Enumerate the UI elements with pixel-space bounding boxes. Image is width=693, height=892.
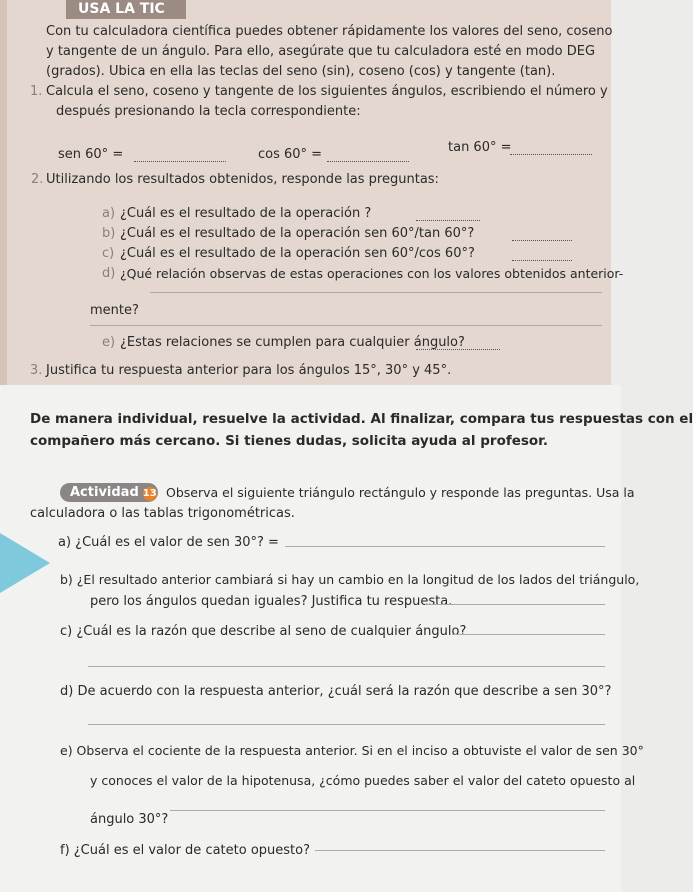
cos-60-answer-line[interactable] [327, 161, 409, 162]
q2d-answer-line-2[interactable] [90, 325, 602, 326]
cos-60-label: cos 60° = [258, 147, 323, 162]
activity-e-answer-line[interactable] [170, 810, 605, 811]
q1-number: 1. [30, 84, 43, 99]
activity-f-answer-line[interactable] [315, 850, 605, 851]
q2a-answer-line[interactable] [416, 220, 480, 221]
tan-60-answer-line[interactable] [510, 154, 592, 155]
activity-text-1: Observa el siguiente triángulo rectángulo y responde las preguntas. Usa la [166, 485, 635, 500]
triangle-corner-graphic [0, 533, 50, 593]
activity-a: a) ¿Cuál es el valor de sen 30°? = [58, 535, 279, 550]
q3-number: 3. [30, 363, 43, 378]
q3-text: Justifica tu respuesta anterior para los ángulos 15°, 30° y 45°. [46, 363, 452, 378]
instructions-line-2: compañero más cercano. Si tienes dudas, solicita ayuda al profesor. [30, 433, 549, 449]
q2d-answer-line-1[interactable] [150, 292, 602, 293]
activity-b-1: b) ¿El resultado anterior cambiará si hay un cambio en la longitud de los lados del triángulo, [60, 572, 640, 587]
activity-d: d) De acuerdo con la respuesta anterior, ¿cuál será la razón que describe a sen 30°? [60, 684, 612, 699]
activity-number: 13 [142, 488, 157, 499]
q2b-label: b) [102, 226, 116, 241]
activity-b-answer-line[interactable] [425, 604, 605, 605]
activity-b-2: pero los ángulos quedan iguales? Justifica tu respuesta. [90, 594, 453, 609]
intro-line-2: y tangente de un ángulo. Para ello, asegúrate que tu calculadora esté en modo DEG [46, 44, 596, 59]
activity-c-answer-line-2[interactable] [88, 666, 605, 667]
q2c-text: ¿Cuál es el resultado de la operación sen 60°/cos 60°? [120, 246, 475, 261]
activity-d-answer-line[interactable] [88, 724, 605, 725]
q2e-answer-line[interactable] [416, 349, 500, 350]
activity-label: Actividad [70, 485, 139, 500]
q2c-answer-line[interactable] [512, 260, 572, 261]
sen-60-label: sen 60° = [58, 147, 124, 162]
q1-line-2: después presionando la tecla correspondiente: [56, 104, 361, 119]
q2-number: 2. [31, 172, 44, 187]
intro-line-3: (grados). Ubica en ella las teclas del seno (sin), coseno (cos) y tangente (tan). [46, 64, 556, 79]
activity-a-answer-line[interactable] [285, 546, 605, 547]
q2a-label: a) [102, 206, 116, 221]
q1-line-1: Calcula el seno, coseno y tangente de los siguientes ángulos, escribiendo el número y [46, 84, 608, 99]
activity-f: f) ¿Cuál es el valor de cateto opuesto? [60, 843, 310, 858]
q2-text: Utilizando los resultados obtenidos, responde las preguntas: [46, 172, 439, 187]
q2b-text: ¿Cuál es el resultado de la operación sen 60°/tan 60°? [120, 226, 475, 241]
activity-text-2: calculadora o las tablas trigonométricas. [30, 506, 295, 521]
instructions-line-1: De manera individual, resuelve la actividad. Al finalizar, compara tus respuestas con el [30, 411, 693, 427]
q2c-label: c) [102, 246, 115, 261]
q2d-text-2: mente? [90, 303, 139, 318]
q2e-text: ¿Estas relaciones se cumplen para cualquier ángulo? [120, 335, 465, 350]
tan-60-label: tan 60° = [448, 140, 512, 155]
activity-badge [60, 483, 158, 502]
tic-section [0, 0, 624, 385]
intro-line-1: Con tu calculadora científica puedes obtener rápidamente los valores del seno, coseno [46, 24, 613, 39]
activity-e-1: e) Observa el cociente de la respuesta anterior. Si en el inciso a obtuviste el valor de sen 30° [60, 743, 644, 758]
section-tab: USA LA TIC [66, 0, 186, 19]
q2b-answer-line[interactable] [512, 240, 572, 241]
activity-e-3: ángulo 30°? [90, 812, 169, 827]
section-edge [0, 0, 7, 385]
activity-c: c) ¿Cuál es la razón que describe al seno de cualquier ángulo? [60, 624, 467, 639]
q2a-text: ¿Cuál es el resultado de la operación ? [120, 206, 372, 221]
q2d-label: d) [102, 266, 116, 281]
sen-60-answer-line[interactable] [134, 161, 226, 162]
q2e-label: e) [102, 335, 116, 350]
q2d-text-1: ¿Qué relación observas de estas operaciones con los valores obtenidos anterior- [120, 266, 624, 281]
activity-e-2: y conoces el valor de la hipotenusa, ¿cómo puedes saber el valor del cateto opuesto al [90, 773, 636, 788]
activity-c-answer-line-1[interactable] [452, 634, 605, 635]
